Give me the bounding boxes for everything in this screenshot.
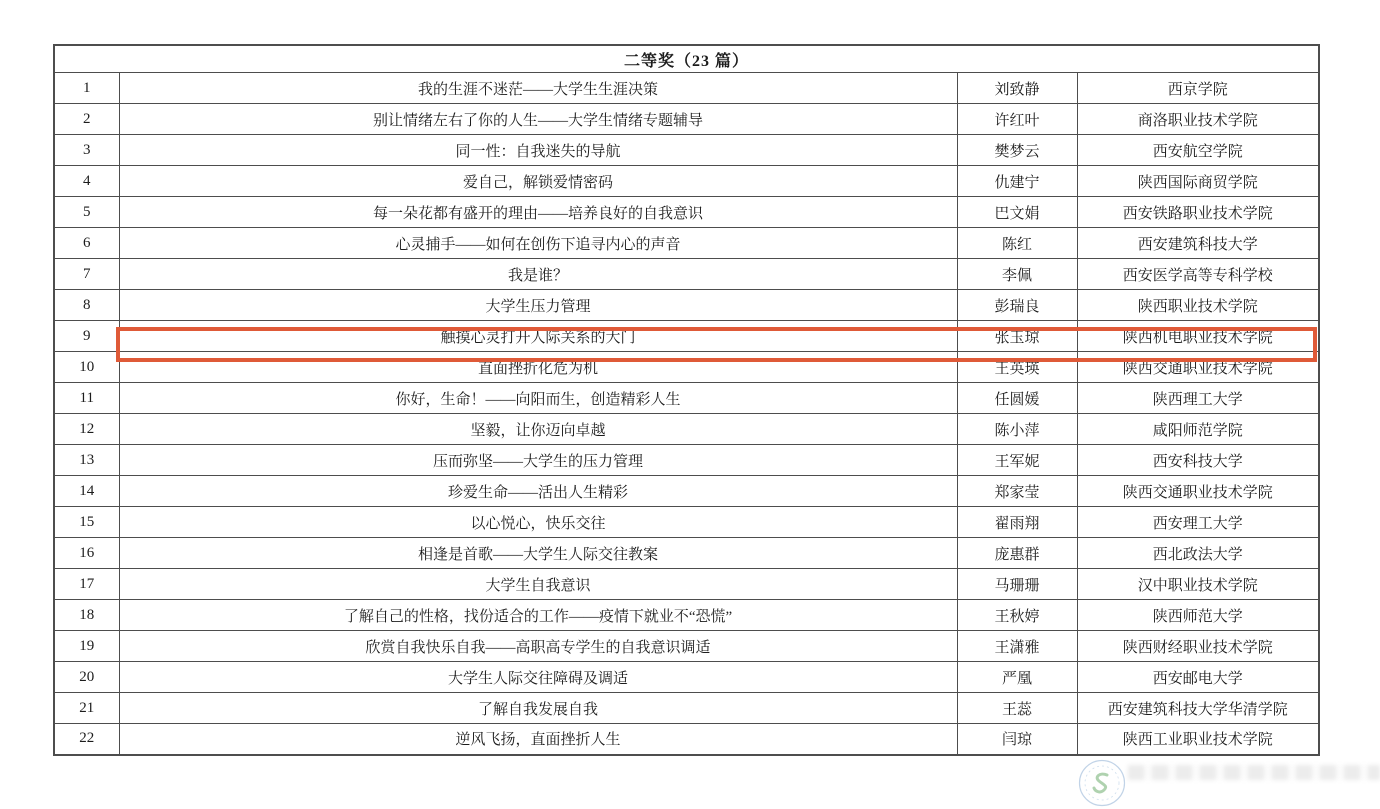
institution-name: 汉中职业技术学院 — [1077, 569, 1319, 600]
institution-name: 陕西国际商贸学院 — [1077, 166, 1319, 197]
table-row — [54, 569, 1319, 600]
institution-name: 西安航空学院 — [1077, 135, 1319, 166]
table-row — [54, 197, 1319, 228]
entry-title: 以心悦心，快乐交往 — [119, 507, 957, 538]
author-name: 王军妮 — [957, 445, 1077, 476]
institution-name: 西北政法大学 — [1077, 538, 1319, 569]
author-name: 仇建宁 — [957, 166, 1077, 197]
entry-title: 了解自己的性格，找份适合的工作——疫情下就业不“恐慌” — [119, 600, 957, 631]
award-table — [53, 44, 1320, 756]
author-name: 李佩 — [957, 259, 1077, 290]
institution-name: 陕西财经职业技术学院 — [1077, 631, 1319, 662]
row-number: 13 — [54, 445, 119, 476]
table-row — [54, 600, 1319, 631]
row-number: 12 — [54, 414, 119, 445]
author-name: 彭瑞良 — [957, 290, 1077, 321]
row-number: 6 — [54, 228, 119, 259]
entry-title: 逆风飞扬，直面挫折人生 — [119, 724, 957, 755]
author-name: 陈小萍 — [957, 414, 1077, 445]
row-number: 18 — [54, 600, 119, 631]
table-row — [54, 414, 1319, 445]
row-number: 7 — [54, 259, 119, 290]
institution-name: 陕西交通职业技术学院 — [1077, 476, 1319, 507]
table-row — [54, 135, 1319, 166]
institution-name: 西安建筑科技大学华清学院 — [1077, 693, 1319, 724]
institution-name: 陕西工业职业技术学院 — [1077, 724, 1319, 755]
row-number: 4 — [54, 166, 119, 197]
row-number: 3 — [54, 135, 119, 166]
table-row — [54, 166, 1319, 197]
table-row — [54, 104, 1319, 135]
row-number: 9 — [54, 321, 119, 352]
table-row — [54, 538, 1319, 569]
author-name: 王蕊 — [957, 693, 1077, 724]
entry-title: 坚毅，让你迈向卓越 — [119, 414, 957, 445]
award-table-container — [53, 44, 1320, 756]
entry-title: 我的生涯不迷茫——大学生生涯决策 — [119, 73, 957, 104]
author-name: 王潇雅 — [957, 631, 1077, 662]
entry-title: 爱自己，解锁爱情密码 — [119, 166, 957, 197]
entry-title: 直面挫折化危为机 — [119, 352, 957, 383]
institution-name: 西安科技大学 — [1077, 445, 1319, 476]
table-title: 二等奖（23 篇） — [54, 45, 1319, 73]
table-body — [54, 73, 1319, 755]
author-name: 樊梦云 — [957, 135, 1077, 166]
author-name: 翟雨翔 — [957, 507, 1077, 538]
table-row — [54, 476, 1319, 507]
row-number: 8 — [54, 290, 119, 321]
row-number: 5 — [54, 197, 119, 228]
author-name: 马珊珊 — [957, 569, 1077, 600]
entry-title: 了解自我发展自我 — [119, 693, 957, 724]
entry-title: 压而弥坚——大学生的压力管理 — [119, 445, 957, 476]
institution-name: 商洛职业技术学院 — [1077, 104, 1319, 135]
entry-title: 你好，生命！——向阳而生，创造精彩人生 — [119, 383, 957, 414]
row-number: 2 — [54, 104, 119, 135]
row-number: 17 — [54, 569, 119, 600]
author-name: 巴文娟 — [957, 197, 1077, 228]
author-name: 张玉琼 — [957, 321, 1077, 352]
author-name: 许红叶 — [957, 104, 1077, 135]
institution-name: 陕西师范大学 — [1077, 600, 1319, 631]
institution-name: 西安建筑科技大学 — [1077, 228, 1319, 259]
institution-name: 陕西交通职业技术学院 — [1077, 352, 1319, 383]
author-name: 王英瑛 — [957, 352, 1077, 383]
row-number: 19 — [54, 631, 119, 662]
table-row — [54, 631, 1319, 662]
entry-title: 珍爱生命——活出人生精彩 — [119, 476, 957, 507]
row-number: 10 — [54, 352, 119, 383]
table-row — [54, 290, 1319, 321]
author-name: 严凰 — [957, 662, 1077, 693]
entry-title: 大学生压力管理 — [119, 290, 957, 321]
author-name: 王秋婷 — [957, 600, 1077, 631]
institution-name: 西京学院 — [1077, 73, 1319, 104]
entry-title: 大学生人际交往障碍及调适 — [119, 662, 957, 693]
entry-title: 大学生自我意识 — [119, 569, 957, 600]
table-row — [54, 383, 1319, 414]
institution-name: 咸阳师范学院 — [1077, 414, 1319, 445]
entry-title: 相逢是首歌——大学生人际交往教案 — [119, 538, 957, 569]
entry-title: 同一性：自我迷失的导航 — [119, 135, 957, 166]
row-number: 20 — [54, 662, 119, 693]
table-row — [54, 352, 1319, 383]
row-number: 1 — [54, 73, 119, 104]
table-row — [54, 259, 1319, 290]
table-header-row — [54, 45, 1319, 73]
institution-name: 西安理工大学 — [1077, 507, 1319, 538]
table-row — [54, 507, 1319, 538]
entry-title: 别让情绪左右了你的人生——大学生情绪专题辅导 — [119, 104, 957, 135]
table-row — [54, 228, 1319, 259]
row-number: 15 — [54, 507, 119, 538]
table-row — [54, 73, 1319, 104]
entry-title: 心灵捕手——如何在创伤下追寻内心的声音 — [119, 228, 957, 259]
entry-title: 我是谁？ — [119, 259, 957, 290]
row-number: 14 — [54, 476, 119, 507]
author-name: 庞惠群 — [957, 538, 1077, 569]
author-name: 任圆媛 — [957, 383, 1077, 414]
institution-name: 西安邮电大学 — [1077, 662, 1319, 693]
institution-name: 西安铁路职业技术学院 — [1077, 197, 1319, 228]
institution-name: 陕西机电职业技术学院 — [1077, 321, 1319, 352]
entry-title: 每一朵花都有盛开的理由——培养良好的自我意识 — [119, 197, 957, 228]
institution-name: 陕西理工大学 — [1077, 383, 1319, 414]
table-row — [54, 662, 1319, 693]
table-row — [54, 724, 1319, 755]
entry-title: 欣赏自我快乐自我——高职高专学生的自我意识调适 — [119, 631, 957, 662]
table-row — [54, 693, 1319, 724]
author-name: 陈红 — [957, 228, 1077, 259]
institution-name: 西安医学高等专科学校 — [1077, 259, 1319, 290]
author-name: 郑家莹 — [957, 476, 1077, 507]
author-name: 闫琼 — [957, 724, 1077, 755]
row-number: 21 — [54, 693, 119, 724]
watermark-smudge — [1128, 765, 1380, 780]
row-number: 11 — [54, 383, 119, 414]
institution-name: 陕西职业技术学院 — [1077, 290, 1319, 321]
author-name: 刘致静 — [957, 73, 1077, 104]
entry-title: 触摸心灵打开人际关系的大门 — [119, 321, 957, 352]
row-number: 22 — [54, 724, 119, 755]
watermark-seal-icon — [1078, 759, 1126, 807]
row-number: 16 — [54, 538, 119, 569]
table-row — [54, 321, 1319, 352]
table-row — [54, 445, 1319, 476]
